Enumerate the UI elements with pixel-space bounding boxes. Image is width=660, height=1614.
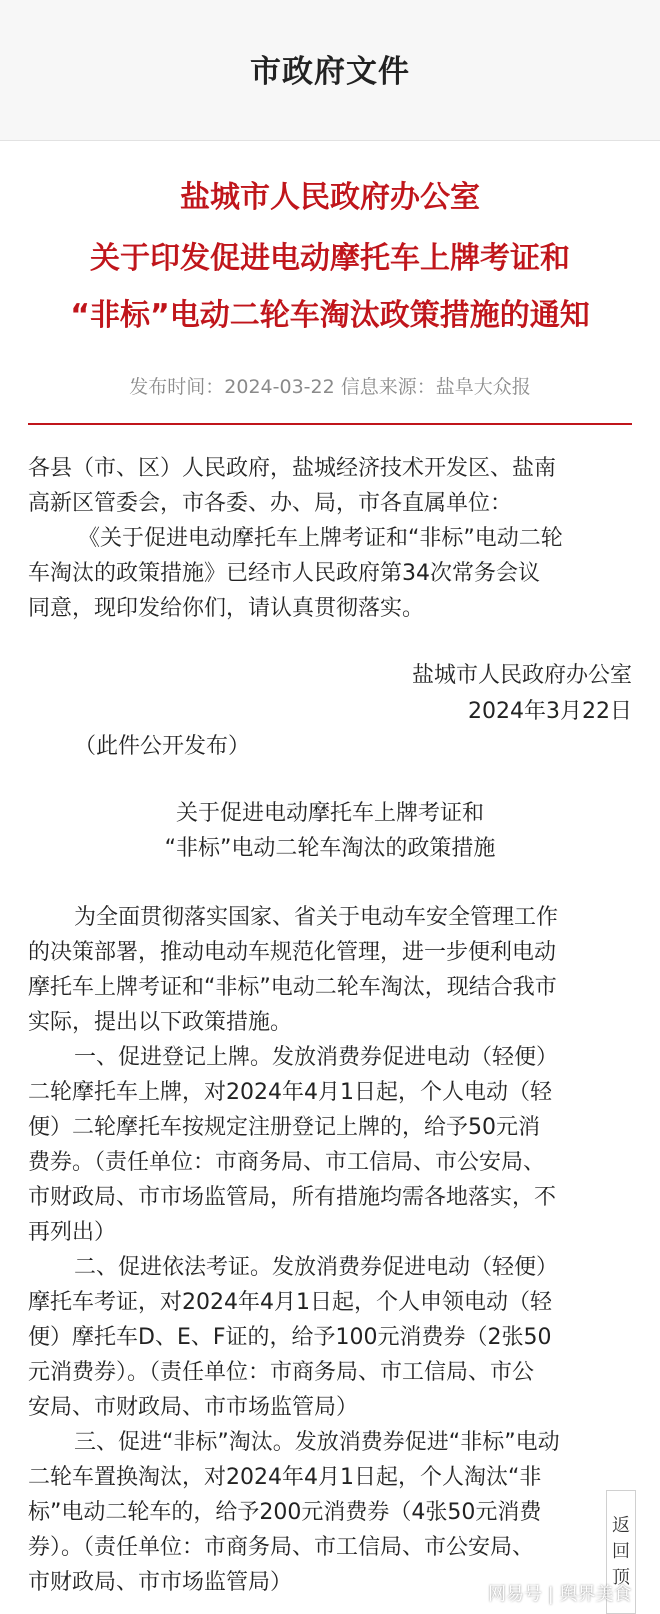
body-line: 便）摩托车D、E、F证的，给予100元消费券（2张50 — [28, 1325, 552, 1350]
notice-line-3: 同意，现印发给你们，请认真贯彻落实。 — [28, 596, 425, 621]
title-divider — [28, 423, 632, 425]
body-line: 市财政局、市市场监管局） — [28, 1570, 293, 1595]
header-title: 市政府文件 — [250, 54, 410, 90]
publicity-note: （此件公开发布） — [74, 734, 251, 759]
doc-title-line-3: “非标”电动二轮车淘汰政策措施的通知 — [70, 298, 590, 333]
back-to-top-char: 回 — [612, 1541, 630, 1562]
body-line: 三、促进“非标”淘汰。发放消费券促进“非标”电动 — [74, 1430, 560, 1455]
recipients-line-1: 各县（市、区）人民政府，盐城经济技术开发区、盐南 — [28, 456, 557, 481]
signature-date: 2024年3月22日 — [468, 699, 632, 724]
body-line: 二、促进依法考证。发放消费券促进电动（轻便） — [74, 1255, 559, 1280]
body-line: 再列出） — [28, 1220, 117, 1245]
body-line: 二轮摩托车上牌，对2024年4月1日起，个人电动（轻 — [28, 1080, 552, 1105]
body-line: 为全面贯彻落实国家、省关于电动车安全管理工作 — [74, 905, 559, 930]
body-line: 实际，提出以下政策措施。 — [28, 1010, 293, 1035]
notice-line-1: 《关于促进电动摩托车上牌考证和“非标”电动二轮 — [78, 526, 563, 551]
page-header — [0, 0, 660, 141]
back-to-top-char: 顶 — [612, 1567, 630, 1588]
notice-line-2: 车淘汰的政策措施》已经市人民政府第34次常务会议 — [28, 561, 540, 586]
body-line: 安局、市财政局、市市场监管局） — [28, 1395, 359, 1420]
back-to-top-char: 返 — [612, 1515, 630, 1536]
body-line: 二轮车置换淘汰，对2024年4月1日起，个人淘汰“非 — [28, 1465, 542, 1490]
body-line: 的决策部署，推动电动车规范化管理，进一步便利电动 — [28, 940, 557, 965]
doc-title-line-1: 盐城市人民政府办公室 — [180, 180, 480, 215]
doc-title-line-2: 关于印发促进电动摩托车上牌考证和 — [90, 241, 570, 276]
publish-meta: 发布时间：2024-03-22 信息来源：盐阜大众报 — [129, 376, 531, 398]
body-line: 便）二轮摩托车按规定注册登记上牌的，给予50元消 — [28, 1115, 540, 1140]
body-line: 市财政局、市市场监管局，所有措施均需各地落实，不 — [28, 1185, 557, 1210]
body-line: 一、促进登记上牌。发放消费券促进电动（轻便） — [74, 1045, 559, 1070]
source-watermark: 网易号 | 舆界美食 — [488, 1584, 632, 1605]
body-line: 摩托车考证，对2024年4月1日起，个人申领电动（轻 — [28, 1290, 552, 1315]
body-line: 券）。（责任单位：市商务局、市工信局、市公安局、 — [28, 1535, 535, 1560]
recipients-line-2: 高新区管委会，市各委、办、局，市各直属单位： — [28, 491, 513, 516]
subtitle-line-2: “非标”电动二轮车淘汰的政策措施 — [164, 836, 496, 861]
signature: 盐城市人民政府办公室 — [411, 663, 632, 688]
body-line: 元消费券）。（责任单位：市商务局、市工信局、市公 — [28, 1360, 535, 1385]
body-line: 费券。（责任单位：市商务局、市工信局、市公安局、 — [28, 1150, 546, 1175]
body-line: 标”电动二轮车的，给予200元消费券（4张50元消费 — [28, 1500, 542, 1525]
subtitle-line-1: 关于促进电动摩托车上牌考证和 — [175, 801, 484, 826]
body-line: 摩托车上牌考证和“非标”电动二轮车淘汰，现结合我市 — [28, 975, 557, 1000]
